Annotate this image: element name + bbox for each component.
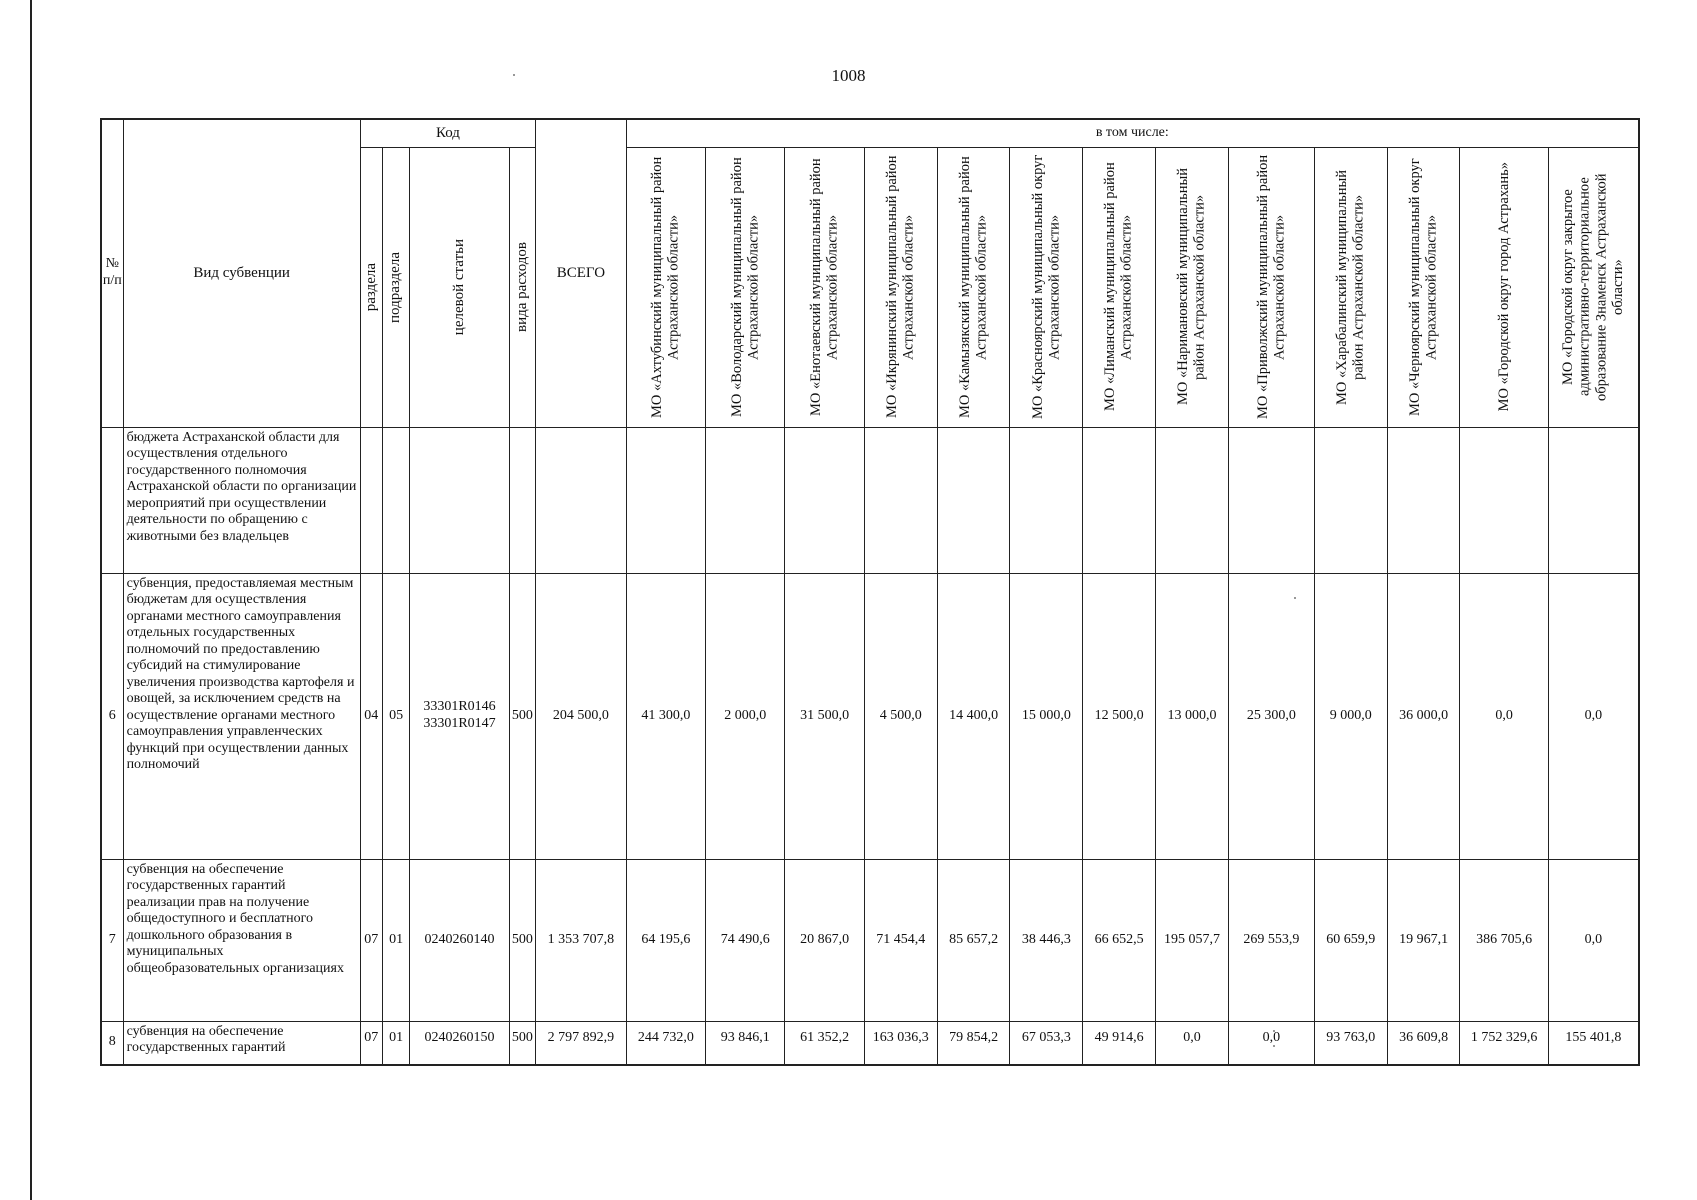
row-value: 14 400,0: [937, 573, 1010, 859]
row-value: 71 454,4: [864, 859, 937, 1021]
row-value: 41 300,0: [626, 573, 705, 859]
row-section: 04: [360, 573, 382, 859]
row-value: 155 401,8: [1548, 1021, 1639, 1065]
row-value: 244 732,0: [626, 1021, 705, 1065]
row-total: 1 353 707,8: [536, 859, 626, 1021]
row-name: субвенция на обеспечение государственных гарантий: [123, 1021, 360, 1065]
row-target-code-1: 33301R0146: [423, 699, 496, 715]
header-municipality: МО «Лиманский муниципальный район Астраханской области»: [1083, 147, 1156, 427]
header-municipality: МО «Черноярский муниципальный округ Астраханской области»: [1387, 147, 1460, 427]
row-value: 85 657,2: [937, 859, 1010, 1021]
row-value: [1548, 427, 1639, 573]
row-subsection: 01: [382, 1021, 410, 1065]
row-value: 74 490,6: [706, 859, 785, 1021]
table-row: [101, 427, 1639, 573]
row-value: 0,0: [1548, 859, 1639, 1021]
header-municipality: МО «Икрянинский муниципальный район Астраханской области»: [864, 147, 937, 427]
row-index: 6: [101, 573, 123, 859]
header-municipality: МО «Камызякский муниципальный район Астраханской области»: [937, 147, 1010, 427]
row-value: 49 914,6: [1083, 1021, 1156, 1065]
row-value: 0,0: [1548, 573, 1639, 859]
row-value: [937, 427, 1010, 573]
row-name: бюджета Астраханской области для осуществления отдельного государственного полномочия Астраханской области по организации мероприятий при осуществлении деятельности по обращению с животными без владельцев: [123, 427, 360, 573]
row-value: [785, 427, 864, 573]
row-target-code-2: 33301R0147: [423, 716, 496, 731]
row-index: 7: [101, 859, 123, 1021]
row-value: [1314, 427, 1387, 573]
row-target: 0240260150: [410, 1021, 509, 1065]
row-value: 20 867,0: [785, 859, 864, 1021]
row-expense-type: 500: [509, 859, 536, 1021]
header-municipality: МО «Володарский муниципальный район Астраханской области»: [706, 147, 785, 427]
row-target: [410, 573, 509, 859]
header-municipality: МО «Городской округ закрытое административно-территориальное образование Знаменск Астраханской области»: [1548, 147, 1639, 427]
table-row: [101, 1021, 1639, 1065]
row-value: 61 352,2: [785, 1021, 864, 1065]
row-value: 19 967,1: [1387, 859, 1460, 1021]
row-value: 1 752 329,6: [1460, 1021, 1548, 1065]
row-target: [410, 427, 509, 573]
header-index: № п/п: [101, 119, 123, 427]
header-municipality: МО «Красноярский муниципальный округ Астраханской области»: [1010, 147, 1083, 427]
header-municipality: МО «Наримановский муниципальный район Астраханской области»: [1156, 147, 1229, 427]
row-value: 0,0: [1460, 573, 1548, 859]
row-value: [1228, 427, 1314, 573]
table-row: [101, 859, 1639, 1021]
row-subsection: 05: [382, 573, 410, 859]
row-index: [101, 427, 123, 573]
row-value: 93 846,1: [706, 1021, 785, 1065]
row-value: [626, 427, 705, 573]
row-value: 31 500,0: [785, 573, 864, 859]
row-value: 66 652,5: [1083, 859, 1156, 1021]
table-body: [101, 427, 1639, 1065]
row-subsection: 01: [382, 859, 410, 1021]
row-value: 36 000,0: [1387, 573, 1460, 859]
row-value: 4 500,0: [864, 573, 937, 859]
row-section: [360, 427, 382, 573]
row-total: [536, 427, 626, 573]
header-code-target: целевой статьи: [410, 147, 509, 427]
row-expense-type: 500: [509, 1021, 536, 1065]
row-value: [1460, 427, 1548, 573]
row-value: 386 705,6: [1460, 859, 1548, 1021]
row-name: субвенция, предоставляемая местным бюджетам для осуществления органами местного самоуправления отдельных государственных полномочий по предоставлению субсидий на стимулирование увеличения производства картофеля и овощей, за исключением средств на осуществление органами местного самоуправления управленческих функций при осуществлении данных полномочий: [123, 573, 360, 859]
row-value: 79 854,2: [937, 1021, 1010, 1065]
row-section: 07: [360, 1021, 382, 1065]
row-value: 25 300,0: [1228, 573, 1314, 859]
header-municipality: МО «Енотаевский муниципальный район Астраханской области»: [785, 147, 864, 427]
row-value: [1083, 427, 1156, 573]
row-subsection: [382, 427, 410, 573]
row-expense-type: [509, 427, 536, 573]
header-code-expense-type: вида расходов: [509, 147, 536, 427]
row-value: 163 036,3: [864, 1021, 937, 1065]
row-index: 8: [101, 1021, 123, 1065]
header-total: ВСЕГО: [536, 119, 626, 427]
row-target: 0240260140: [410, 859, 509, 1021]
row-total: 2 797 892,9: [536, 1021, 626, 1065]
row-value: [706, 427, 785, 573]
scan-speck: [513, 74, 515, 76]
row-value: [1387, 427, 1460, 573]
row-value: [864, 427, 937, 573]
row-total: 204 500,0: [536, 573, 626, 859]
header-name: Вид субвенции: [123, 119, 360, 427]
row-value: 93 763,0: [1314, 1021, 1387, 1065]
row-value: 67 053,3: [1010, 1021, 1083, 1065]
header-municipality: МО «Городской округ город Астрахань»: [1460, 147, 1548, 427]
row-value: 269 553,9: [1228, 859, 1314, 1021]
table-row: [101, 573, 1639, 859]
header-code-group: Код: [360, 119, 535, 147]
row-value: 15 000,0: [1010, 573, 1083, 859]
row-value: [1156, 427, 1229, 573]
row-value: 0,0: [1228, 1021, 1314, 1065]
row-value: [1010, 427, 1083, 573]
table-header: [101, 119, 1639, 427]
binding-line: [30, 0, 32, 1200]
row-value: 60 659,9: [1314, 859, 1387, 1021]
row-section: 07: [360, 859, 382, 1021]
row-expense-type: 500: [509, 573, 536, 859]
row-value: 38 446,3: [1010, 859, 1083, 1021]
row-name: субвенция на обеспечение государственных гарантий реализации прав на получение общедоступного и бесплатного дошкольного образования в муниципальных общеобразовательных организациях: [123, 859, 360, 1021]
row-value: 13 000,0: [1156, 573, 1229, 859]
row-value: 36 609,8: [1387, 1021, 1460, 1065]
header-municipality: МО «Ахтубинский муниципальный район Астраханской области»: [626, 147, 705, 427]
row-value: 2 000,0: [706, 573, 785, 859]
header-code-subsection: подраздела: [382, 147, 410, 427]
header-municipality: МО «Приволжский муниципальный район Астраханской области»: [1228, 147, 1314, 427]
header-including: в том числе:: [626, 119, 1639, 147]
subsidy-table: [100, 118, 1640, 1066]
header-municipality: МО «Харабалинский муниципальный район Астраханской области»: [1314, 147, 1387, 427]
row-value: 64 195,6: [626, 859, 705, 1021]
header-code-section: раздела: [360, 147, 382, 427]
row-value: 0,0: [1156, 1021, 1229, 1065]
page-number: 1008: [831, 66, 866, 85]
row-value: 195 057,7: [1156, 859, 1229, 1021]
row-value: 12 500,0: [1083, 573, 1156, 859]
row-value: 9 000,0: [1314, 573, 1387, 859]
